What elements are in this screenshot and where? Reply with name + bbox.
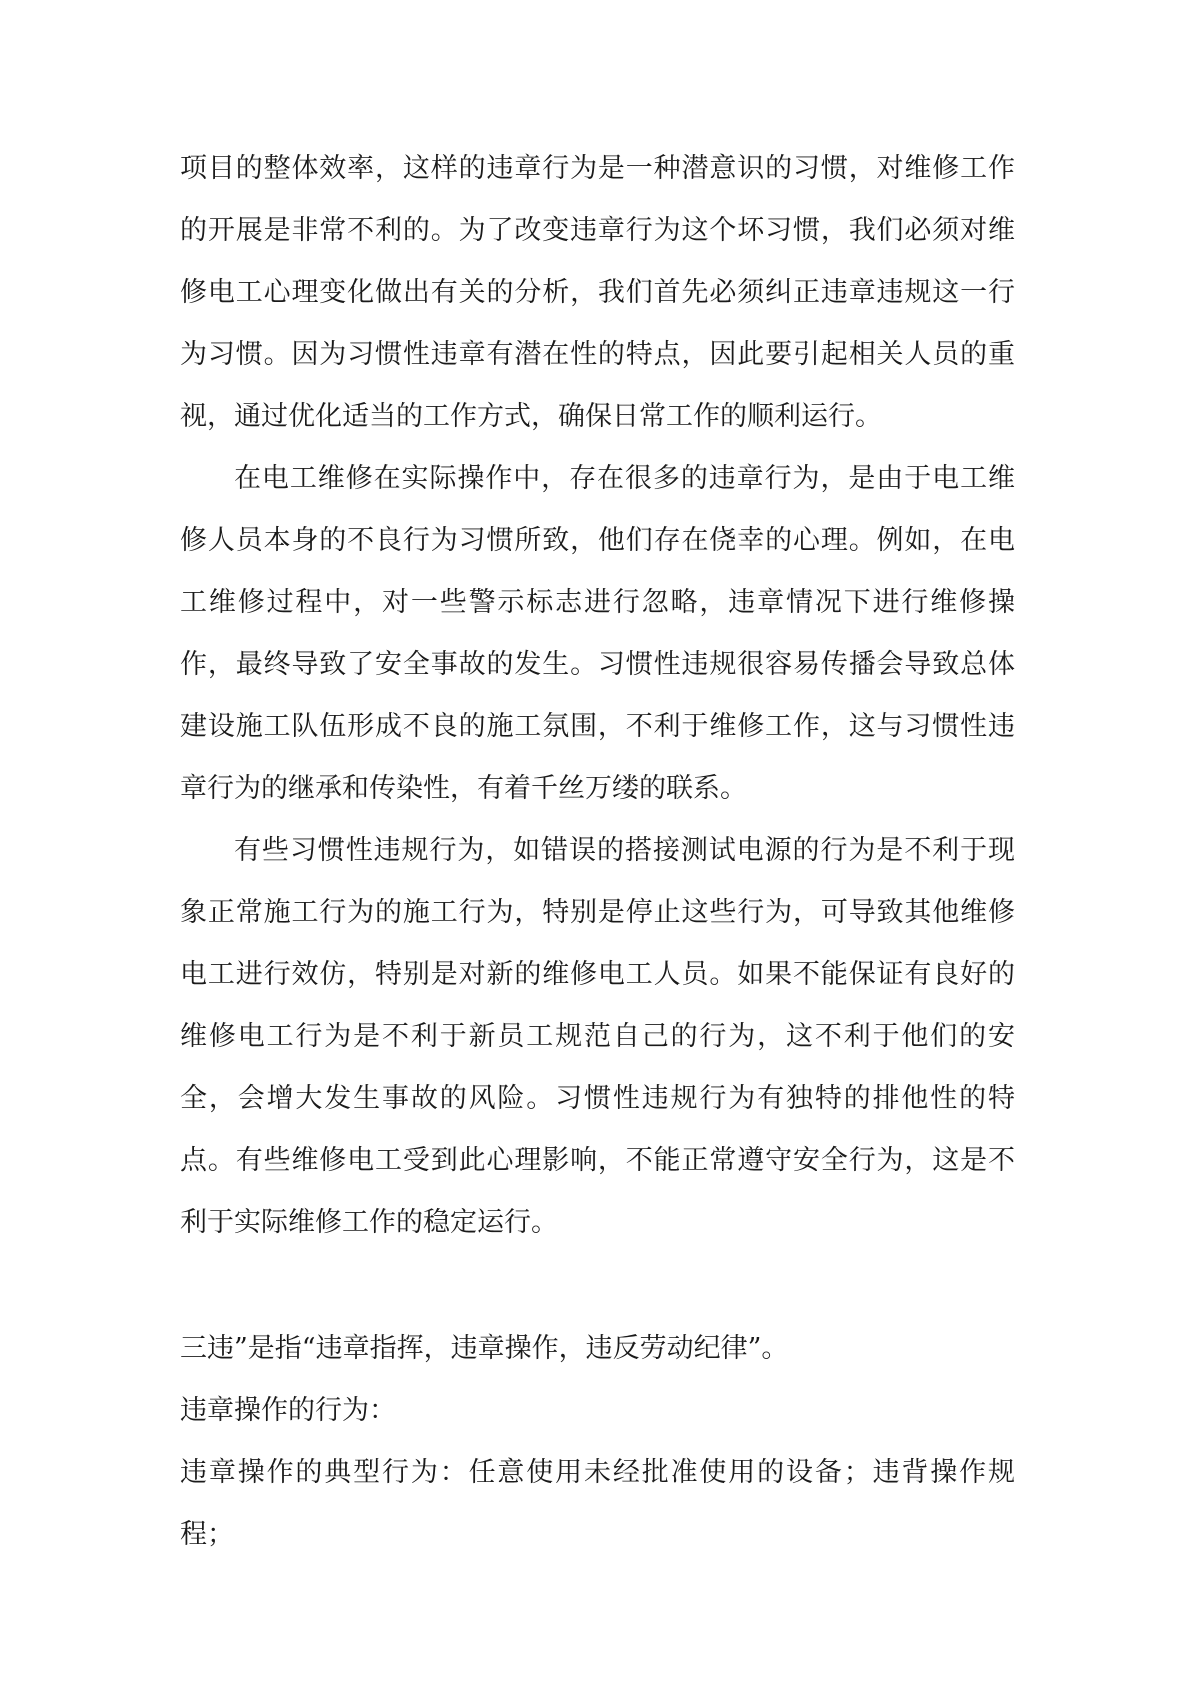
- section-spacer: [180, 1254, 1015, 1318]
- paragraph-3: 有些习惯性违规行为，如错误的搭接测试电源的行为是不利于现象正常施工行为的施工行为，特别是停止这些行为，可导致其他维修电工进行效仿，特别是对新的维修电工人员。如果不能保证有良好的维修电工行为是不利于新员工规范自己的行为，这不利于他们的安全，会增大发生事故的风险。习惯性违规行为有独特的排他性的特点。有些维修电工受到此心理影响，不能正常遵守安全行为，这是不利于实际维修工作的稳定运行。: [180, 835, 1015, 1238]
- paragraph-1: 项目的整体效率，这样的违章行为是一种潜意识的习惯，对维修工作的开展是非常不利的。为了改变违章行为这个坏习惯，我们必须对维修电工心理变化做出有关的分析，我们首先必须纠正违章违规这一行为习惯。因为习惯性违章有潜在性的特点，因此要引起相关人员的重视，通过优化适当的工作方式，确保日常工作的顺利运行。: [180, 153, 1015, 432]
- paragraph-2: 在电工维修在实际操作中，存在很多的违章行为，是由于电工维修人员本身的不良行为习惯所致，他们存在侥幸的心理。例如，在电工维修过程中，对一些警示标志进行忽略，违章情况下进行维修操作，最终导致了安全事故的发生。习惯性违规很容易传播会导致总体建设施工队伍形成不良的施工氛围，不利于维修工作，这与习惯性违章行为的继承和传染性，有着千丝万缕的联系。: [180, 463, 1015, 804]
- section-heading-line: 违章操作的行为：: [180, 1395, 396, 1426]
- typical-behavior-line: 违章操作的典型行为：任意使用未经批准使用的设备；违背操作规程；: [180, 1457, 1015, 1550]
- body-text: [180, 138, 1015, 1566]
- definition-line: 三违”是指“违章指挥，违章操作，违反劳动纪律”。: [180, 1333, 789, 1364]
